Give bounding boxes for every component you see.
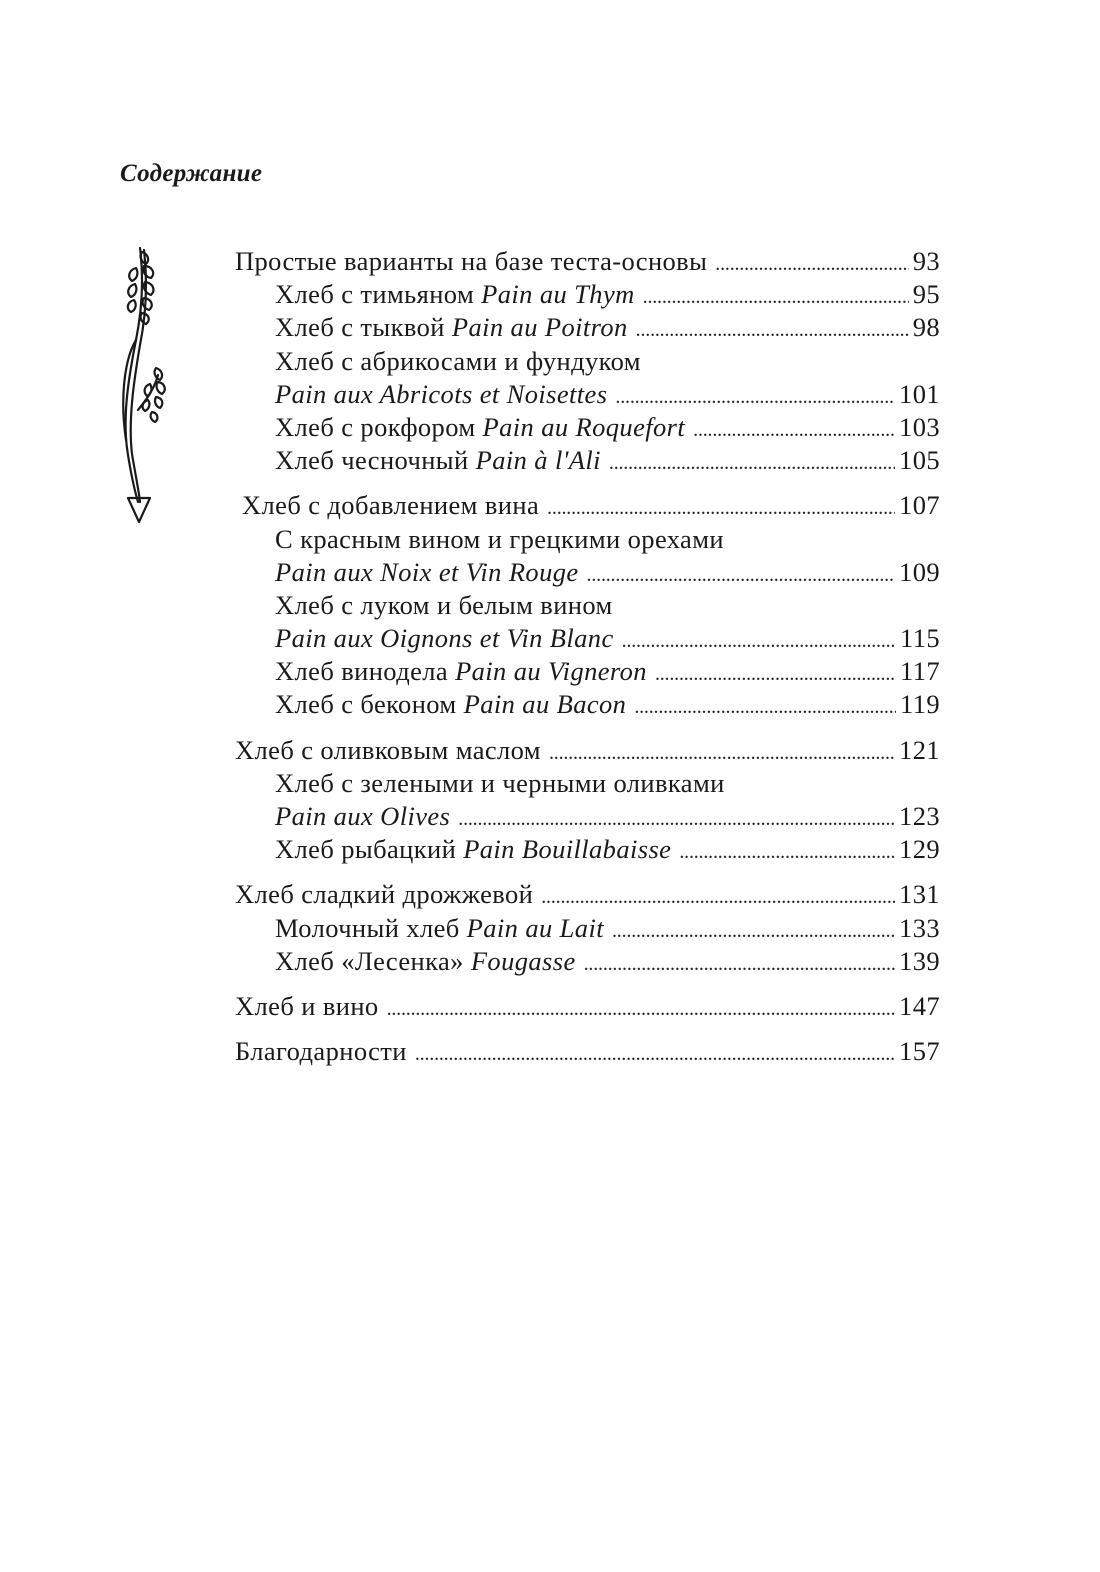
toc-entry-french-title: Pain au Vigneron bbox=[455, 656, 647, 687]
toc-entry-text: Хлеб винодела bbox=[275, 656, 456, 687]
toc-entry-french-title: Pain au Lait bbox=[466, 912, 604, 943]
toc-entry-title bbox=[275, 767, 725, 800]
dot-leader bbox=[622, 625, 896, 658]
toc-entry-text: Хлеб с зелеными и черными оливками bbox=[275, 767, 725, 798]
toc-chapter-entry bbox=[235, 245, 940, 278]
toc-entry-title bbox=[275, 345, 641, 378]
toc-entry-french-title: Pain aux Olives bbox=[275, 801, 451, 831]
toc-page-number: 107 bbox=[899, 490, 940, 521]
toc-page-number: 147 bbox=[899, 990, 940, 1021]
toc-subentry bbox=[235, 800, 940, 833]
toc-entry-text: Хлеб с тимьяном bbox=[275, 279, 482, 310]
toc-page-number: 139 bbox=[899, 945, 940, 976]
toc-subentry bbox=[235, 912, 940, 945]
toc-subentry bbox=[235, 833, 940, 866]
toc-page-number: 129 bbox=[899, 834, 940, 865]
toc-entry-text: Хлеб с добавлением вина bbox=[242, 490, 540, 521]
dot-leader bbox=[655, 658, 896, 691]
dot-leader bbox=[693, 414, 895, 447]
toc-entry-title bbox=[235, 878, 533, 911]
toc-section bbox=[235, 878, 940, 978]
dot-leader bbox=[541, 881, 895, 914]
toc-entry-text: Хлеб рыбацкий bbox=[275, 834, 464, 865]
dot-leader bbox=[634, 691, 896, 724]
dot-leader bbox=[587, 559, 896, 592]
toc-entry-title bbox=[275, 523, 724, 556]
toc-entry-french-title: Pain aux Abricots et Noisettes bbox=[275, 378, 608, 409]
dot-leader bbox=[636, 314, 909, 347]
toc-entry-title bbox=[275, 622, 614, 655]
toc-entry-french-title: Pain Bouillabaisse bbox=[463, 834, 672, 865]
dot-leader bbox=[387, 993, 895, 1026]
dot-leader bbox=[715, 248, 908, 281]
dot-leader bbox=[415, 1038, 895, 1071]
toc-page-number: 131 bbox=[899, 879, 940, 910]
toc-entry-french-title: Pain au Bacon bbox=[463, 689, 627, 720]
toc-entry-title bbox=[235, 245, 707, 278]
toc-entry-french-title: Pain aux Noix et Vin Rouge bbox=[275, 556, 579, 587]
toc-entry-title bbox=[275, 278, 635, 311]
dot-leader bbox=[609, 447, 895, 480]
toc-entry-title bbox=[275, 411, 685, 444]
toc-section bbox=[235, 245, 940, 477]
dot-leader bbox=[612, 915, 895, 948]
toc-entry-text: Простые варианты на базе теста-основы bbox=[235, 246, 708, 276]
toc-entry-text: Хлеб с луком и белым вином bbox=[275, 589, 613, 620]
toc-page-number: 103 bbox=[899, 411, 940, 442]
dot-leader bbox=[547, 492, 895, 525]
toc-entry-french-title: Pain à l'Ali bbox=[475, 445, 601, 476]
toc-entry-title bbox=[235, 734, 541, 767]
toc-subentry bbox=[235, 345, 940, 378]
toc-entry-title bbox=[275, 311, 628, 344]
toc-subentry bbox=[235, 523, 940, 556]
toc-subentry bbox=[235, 378, 940, 411]
toc-entry-title bbox=[275, 444, 601, 477]
toc-subentry bbox=[235, 311, 940, 344]
toc-subentry bbox=[235, 688, 940, 721]
toc-entry-text: Хлеб и вино bbox=[235, 990, 379, 1021]
toc-entry-text: Хлеб с беконом bbox=[275, 689, 464, 720]
dot-leader bbox=[679, 836, 895, 869]
toc-page-number: 133 bbox=[899, 912, 940, 943]
toc-page-number: 117 bbox=[900, 656, 940, 687]
toc-chapter-entry bbox=[235, 878, 940, 911]
toc-entry-text: Хлеб «Лесенка» bbox=[275, 945, 471, 976]
toc-subentry bbox=[235, 655, 940, 688]
toc-entry-text: Хлеб с абрикосами и фундуком bbox=[275, 345, 641, 376]
toc-section bbox=[235, 734, 940, 867]
toc-page-number: 115 bbox=[900, 623, 940, 654]
toc-chapter-entry bbox=[235, 990, 940, 1023]
toc-chapter-entry bbox=[235, 1035, 940, 1068]
toc-section bbox=[235, 990, 940, 1023]
toc-page-number: 93 bbox=[912, 246, 940, 276]
toc-entry-title bbox=[235, 990, 379, 1023]
toc-entry-french-title: Pain au Roquefort bbox=[482, 411, 686, 442]
toc-page-number: 123 bbox=[899, 801, 940, 831]
toc-subentry bbox=[235, 945, 940, 978]
toc-entry-french-title: Pain au Thym bbox=[481, 279, 635, 310]
toc-entry-title bbox=[275, 589, 613, 622]
page-title: Содержание bbox=[120, 160, 263, 187]
table-of-contents bbox=[235, 245, 940, 1080]
toc-entry-text: С красным вином и грецкими орехами bbox=[275, 523, 724, 554]
dot-leader bbox=[549, 737, 895, 770]
toc-entry-text: Благодарности bbox=[235, 1036, 407, 1067]
toc-chapter-entry bbox=[235, 489, 940, 522]
toc-entry-title bbox=[275, 945, 576, 978]
toc-entry-title bbox=[275, 655, 647, 688]
toc-subentry bbox=[235, 622, 940, 655]
toc-entry-french-title: Pain aux Oignons et Vin Blanc bbox=[275, 623, 614, 654]
toc-subentry bbox=[235, 411, 940, 444]
toc-page-number: 157 bbox=[899, 1036, 940, 1067]
toc-entry-title bbox=[275, 378, 607, 411]
toc-entry-title bbox=[275, 688, 626, 721]
dot-leader bbox=[643, 281, 909, 314]
toc-subentry bbox=[235, 767, 940, 800]
toc-subentry bbox=[235, 278, 940, 311]
toc-subentry bbox=[235, 444, 940, 477]
toc-page-number: 119 bbox=[900, 689, 940, 720]
toc-entry-text: Хлеб с оливковым маслом bbox=[235, 734, 541, 765]
toc-entry-title bbox=[275, 556, 579, 589]
toc-page-number: 98 bbox=[912, 312, 940, 343]
toc-chapter-entry bbox=[235, 734, 940, 767]
dot-leader bbox=[615, 381, 895, 414]
toc-section bbox=[235, 489, 940, 721]
wheat-ear-icon bbox=[114, 240, 178, 530]
toc-entry-text: Хлеб с рокфором bbox=[275, 411, 483, 442]
toc-entry-title bbox=[235, 1035, 407, 1068]
toc-entry-title bbox=[275, 800, 450, 833]
toc-subentry bbox=[235, 556, 940, 589]
toc-entry-french-title: Pain au Poitron bbox=[451, 312, 628, 343]
toc-page-number: 95 bbox=[912, 279, 940, 310]
toc-entry-text: Молочный хлеб bbox=[275, 912, 467, 943]
toc-page-number: 109 bbox=[899, 556, 940, 587]
toc-page-number: 101 bbox=[899, 378, 940, 409]
toc-entry-french-title: Fougasse bbox=[470, 945, 576, 976]
toc-section bbox=[235, 1035, 940, 1068]
dot-leader bbox=[584, 948, 895, 981]
toc-entry-text: Хлеб сладкий дрожжевой bbox=[235, 879, 534, 910]
toc-entry-text: Хлеб с тыквой bbox=[275, 312, 452, 343]
toc-entry-title bbox=[275, 912, 604, 945]
toc-entry-title bbox=[275, 833, 671, 866]
toc-subentry bbox=[235, 589, 940, 622]
toc-entry-text: Хлеб чесночный bbox=[275, 445, 476, 476]
dot-leader bbox=[458, 803, 895, 836]
toc-page-number: 105 bbox=[899, 445, 940, 476]
toc-entry-title bbox=[242, 489, 539, 522]
toc-page-number: 121 bbox=[899, 734, 940, 765]
